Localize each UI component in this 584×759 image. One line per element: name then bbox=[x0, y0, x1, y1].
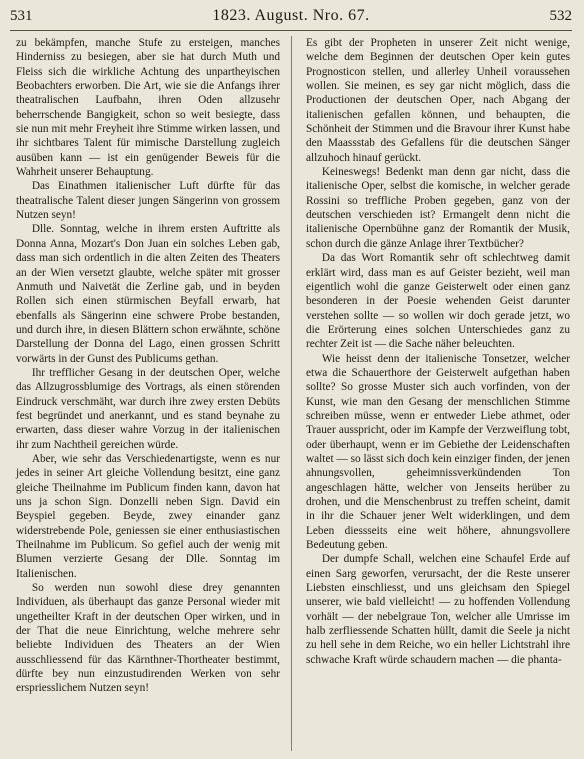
paragraph: Da das Wort Romantik sehr oft schlechtweg damit erklärt wird, dass man es auf Geister bezieht, weil man eigentlich wohl die ganze Geisterwelt oder einen ganz besonderen in der Poesie wehenden Geist darunter verstehen sollte — so wollen wir doch gerade jetzt, wo die Erörterung eines solchen Unterschiedes ganz zu rechter Zeit ist — die Sache näher beleuchten. bbox=[306, 252, 570, 351]
left-column bbox=[16, 36, 280, 696]
paragraph: zu bekämpfen, manche Stufe zu ersteigen, manches Hinderniss zu besiegen, aber sie hat durch Muth und Fleiss sich die wirkliche Achtung des unpartheyischen Beobachters erworben. Die Art, wie sie die Anfangs ihrer theatralischen Laufbahn, ihren Oden allzusehr beherrschende Bangigkeit, schon so weit besiegte, dass sie nun mit mehr Freyheit ihre Stimme wirken lassen, und ihr sichtbares Talent für mimische Darstellung zugleich ausüben kann — ist ein genügender Beweis für die Wahrheit unserer Behauptung. bbox=[16, 37, 280, 179]
paragraph: Aber, wie sehr das Verschiedenartigste, wenn es nur jedes in seiner Art gleiche Vollendung besitzt, eine ganz gleiche Theilnahme im Publicum finden kann, davon hat uns ja schon Sign. Donzelli neben Sign. David ein Beyspiel gegeben. Beyde, zwey einander ganz widerstrebende Pole, geniessen sie einer enthusiastischen Theilnahme im Publicum. So gefiel auch der wenig mit Blumen verzierte Gesang der Dlle. Sonntag im Italienischen. bbox=[16, 452, 280, 580]
page-header bbox=[10, 6, 572, 28]
running-title: 1823. August. Nro. 67. bbox=[212, 7, 370, 24]
page-number-left: 531 bbox=[10, 8, 33, 24]
paragraph: Wie heisst denn der italienische Tonsetzer, welcher etwa die Schauerthore der Geisterwelt aufgethan haben sollte? So grosse Muster sich auch vorfinden, von der Kunst, wie man den Gesang der menschlichen Stimme schreiben müsse, wenn er entweder Liebe athmet, oder Trauer ausspricht, oder im Kampfe der Verzweiflung tobt, oder überhaupt, wenn er im Gebiethe der Leidenschaften waltet — so lässt sich doch kein einziger finden, der jenen ahnungsvollen, geheimnissverkündenden Ton angeschlagen hätte, welcher von Jenseits herüber zu drohen, und die Menschenbrust zu treffen scheint, damit in ihr die Schauer jener Welt widerklingen, und dem Leben diessseits eine weit höhere, ahnungsvollere Bedeutung geben. bbox=[306, 352, 570, 552]
header-rule bbox=[10, 30, 572, 31]
paragraph: Dlle. Sonntag, welche in ihrem ersten Auftritte als Donna Anna, Mozart's Don Juan ein solches Leben gab, dass man sich ordentlich in die alten Zeiten des Theaters an der Wien versetzt glaubte, welche später mit grosser Anmuth und Naivetät die Zerline gab, und in beyden Rollen sich einen stürmischen Beyfall erwarb, hat ebenfalls als Sängerinn eine schwere Probe bestanden, und durch ihre, in diesen Blättern schon erwähnte, schöne Darstellung der Donna del Lago, einen grossen Schritt vorwärts in der Gunst des Publicums gethan. bbox=[16, 223, 280, 365]
paragraph: Es gibt der Propheten in unserer Zeit nicht wenige, welche dem Beginnen der deutschen Oper kein gutes Prognosticon stellen, und allerley Unheil voraussehen wollen. Sie meinen, es sey gar nicht möglich, dass die Productionen der deutschen Oper, nach Abgang der italienischen gefallen können, und behaupten, die Schönheit der Stimmen und die Bravour ihrer Kunst habe den Maassstab des Gefallens für die deutschen Sänger allzuhoch hinauf gerückt. bbox=[306, 37, 570, 164]
page-number-right: 532 bbox=[549, 8, 572, 24]
right-column bbox=[306, 36, 570, 667]
column-divider bbox=[291, 36, 292, 751]
paragraph: Das Einathmen italienischer Luft dürfte für das theatralische Talent dieser jungen Sängerinn von grossem Nutzen seyn! bbox=[16, 180, 280, 222]
paragraph: Keineswegs! Bedenkt man denn gar nicht, dass die italienische Oper, selbst die komische, in welcher gerade Rossini so treffliche Proben gegeben, ganz von der deutschen verschieden ist? Ermangelt denn nicht die italienische Opernbühne ganz der Romantik der Musik, schon durch die gänze Anlage ihrer Textbücher? bbox=[306, 166, 570, 250]
paragraph: Ihr trefflicher Gesang in der deutschen Oper, welche das Allzugrossblumige des Vortrags, als einen störenden Eindruck verschmäht, war durch ihre zwey ersten Debüts fest begründet und anerkannt, und es stand beynahe zu erwarten, dass dieser wahre Vorzug in der italienischen ihr zum Nachtheil gereichen würde. bbox=[16, 366, 280, 451]
paragraph: So werden nun sowohl diese drey genannten Individuen, als überhaupt das ganze Personal wieder mit ungetheilter Kraft in der deutschen Oper wirken, und in der That die neue Einrichtung, welche mehrere sehr beliebte Individuen des Theaters an der Wien ausschliessend für das Kärnthner-Thortheater bestimmt, dürfte bey nun einzustudirenden Werken von sehr erspriesslichem Nutzen seyn! bbox=[16, 582, 280, 695]
paragraph: Der dumpfe Schall, welchen eine Schaufel Erde auf einen Sarg geworfen, verursacht, der die Reste unserer Liebsten einschliesst, und uns gleichsam den Spiegel unserer, wie bald vielleicht! — zu hoffenden Vollendung vorhält — der nebelgraue Ton, welcher alle Umrisse im halb zerfliessende Schatten hüllt, damit die Seele ja nicht zu hell sehe in dem Reiche, wo ein heller Lichtstrahl ihre schwache Kraft würde schaudern machen — die phanta- bbox=[306, 553, 570, 666]
